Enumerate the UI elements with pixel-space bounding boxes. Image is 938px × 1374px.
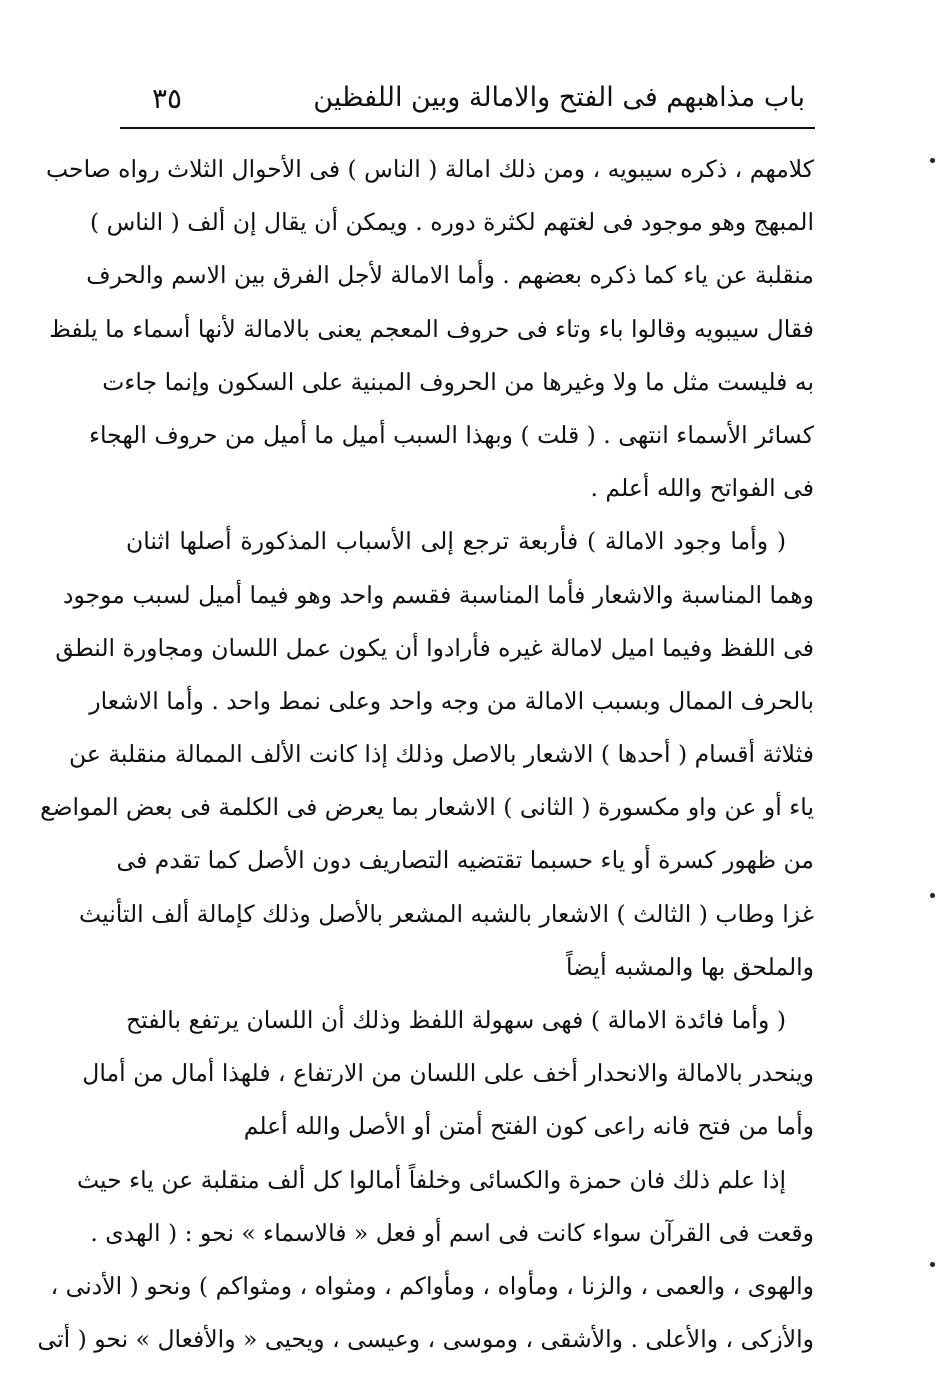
page-header [120,78,815,126]
text-line: وأما من فتح فانه راعى كون الفتح أمتن أو الأصل والله أعلم [243,1112,814,1141]
margin-speck [930,893,935,898]
text-line: والملحق بها والمشبه أيضاً [565,952,814,981]
body-text [37,143,814,1366]
margin-speck [930,1262,935,1267]
text-line: وقعت فى القرآن سواء كانت فى اسم أو فعل « فالاسماء » نحو : ( الهدى . [90,1218,814,1247]
running-title: باب مذاهبهم فى الفتح والامالة وبين اللفظين [313,82,805,113]
text-line: فثلاثة أقسام ( أحدها ) الاشعار بالاصل وذلك إذا كانت الألف الممالة منقلبة عن [68,740,814,769]
text-line: غزا وطاب ( الثالث ) الاشعار بالشبه المشعر بالأصل وذلك كإمالة ألف التأنيث [79,899,814,928]
text-line: وهما المناسبة والاشعار فأما المناسبة فقسم واحد وهو فيما أميل لسبب موجود [62,580,814,609]
header-rule [120,127,815,129]
text-line: فقال سيبويه وقالوا باء وتاء فى حروف المعجم يعنى بالامالة لأنها أسماء ما يلفظ [49,314,814,343]
text-line: ( وأما وجود الامالة ) فأربعة ترجع إلى الأسباب المذكورة أصلها اثنان [126,527,786,556]
text-line: والهوى ، والعمى ، والزنا ، ومأواه ، ومأواكم ، ومثواه ، ومثواكم ) ونحو ( الأدنى ، [50,1271,814,1300]
text-line: والأزكى ، والأعلى . والأشقى ، وموسى ، وعيسى ، ويحيى « والأفعال » نحو ( أتى [37,1325,814,1354]
text-line: من ظهور كسرة أو ياء حسبما تقتضيه التصاريف دون الأصل كما تقدم فى [116,846,814,875]
text-line: به فليست مثل ما ولا وغيرها من الحروف المبنية على السكون وإنما جاءت [102,367,814,396]
page-number: ٣٥ [152,82,183,115]
text-line: إذا علم ذلك فان حمزة والكسائى وخلفاً أمالوا كل ألف منقلبة عن ياء حيث [76,1165,786,1194]
text-line: وينحدر بالامالة والانحدار أخف على اللسان من الارتفاع ، فلهذا أمال من أمال [82,1059,814,1088]
text-line: المبهج وهو موجود فى لغتهم لكثرة دوره . ويمكن أن يقال إن ألف ( الناس ) [89,208,814,237]
text-line: فى اللفظ وفيما اميل لامالة غيره فأرادوا أن يكون عمل اللسان ومجاورة النطق [55,633,814,662]
text-line: فى الفواتح والله أعلم . [590,474,814,503]
text-line: بالحرف الممال وبسبب الامالة من وجه واحد وعلى نمط واحد . وأما الاشعار [89,686,814,715]
text-line: ياء أو عن واو مكسورة ( الثانى ) الاشعار بما يعرض فى الكلمة فى بعض المواضع [40,793,814,822]
text-line: منقلبة عن ياء كما ذكره بعضهم . وأما الامالة لأجل الفرق بين الاسم والحرف [86,261,814,290]
margin-speck [930,158,935,163]
text-line: كلامهم ، ذكره سيبويه ، ومن ذلك امالة ( الناس ) فى الأحوال الثلاث رواه صاحب [45,155,814,183]
text-line: كسائر الأسماء انتهى . ( قلت ) وبهذا السبب أميل ما أميل من حروف الهجاء [88,420,814,449]
text-line: ( وأما فائدة الامالة ) فهى سهولة اللفظ وذلك أن اللسان يرتفع بالفتح [126,1006,786,1034]
